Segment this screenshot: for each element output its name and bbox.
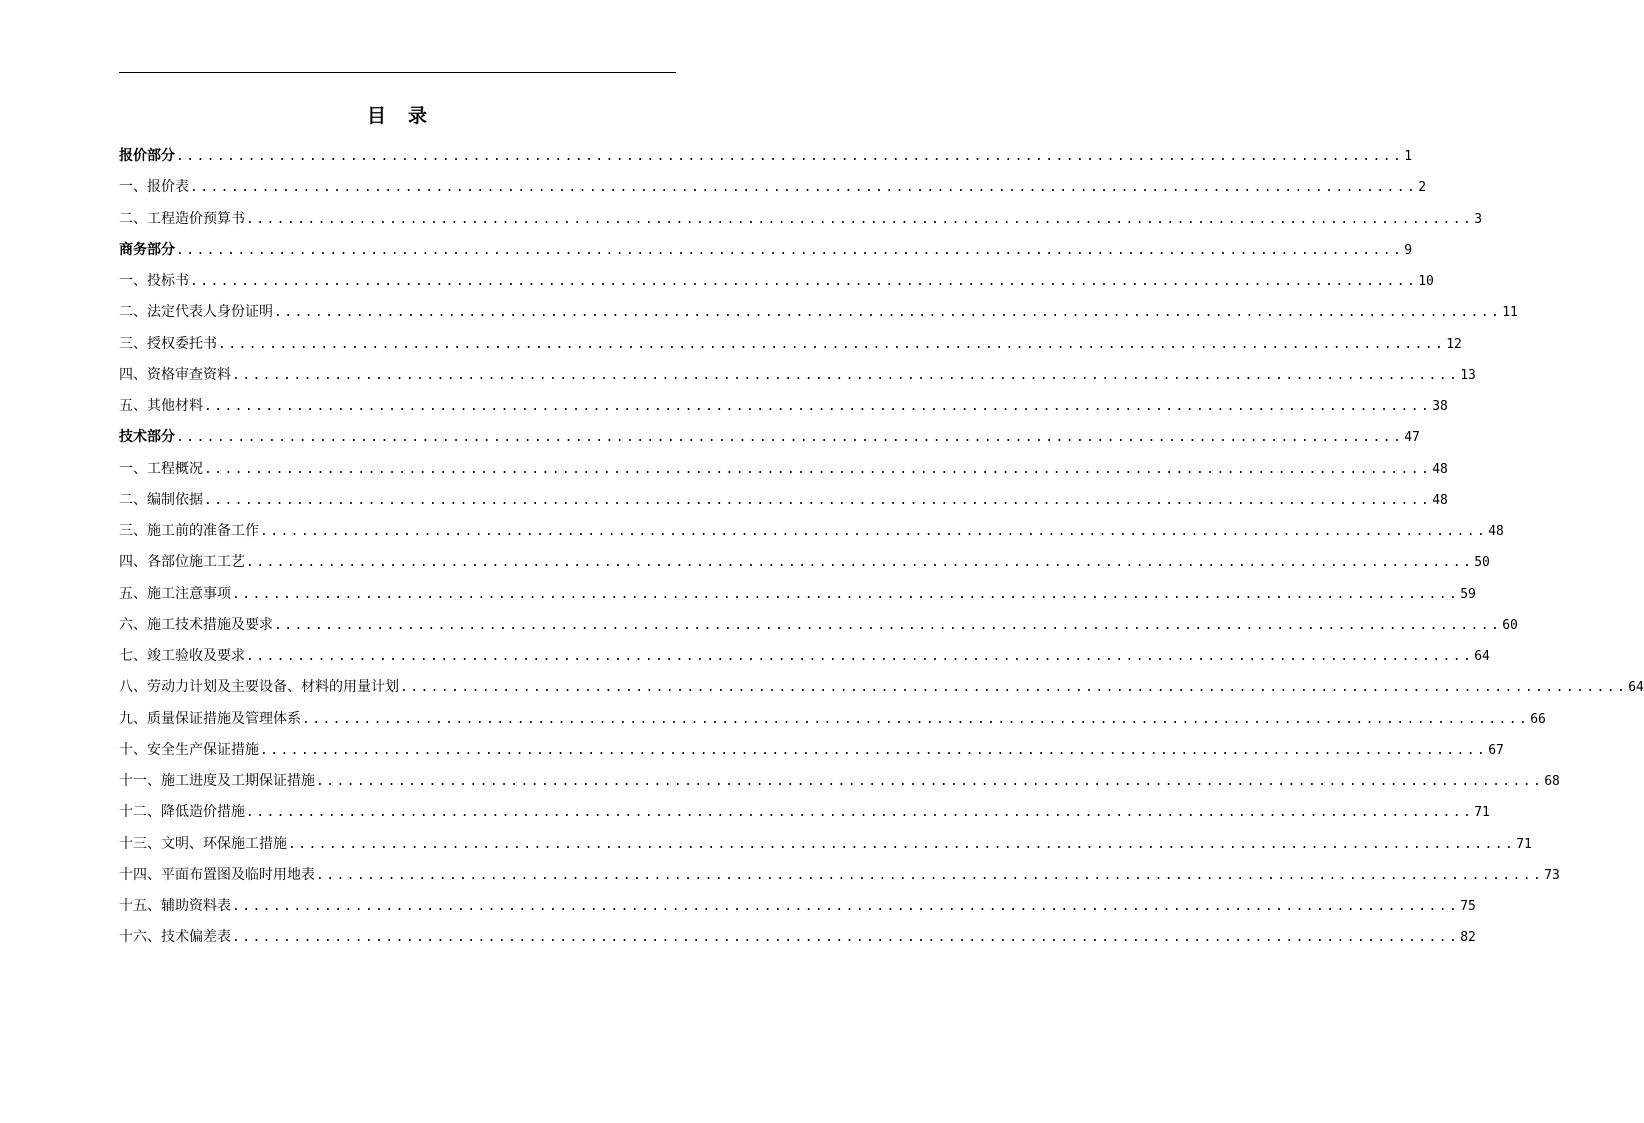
toc-entry-label: 十四、平面布置图及临时用地表 — [119, 866, 315, 883]
toc-entry[interactable] — [119, 891, 1476, 922]
toc-page-number: 67 — [1488, 742, 1504, 758]
toc-entry-label: 十一、施工进度及工期保证措施 — [119, 773, 315, 789]
page-title — [0, 104, 794, 128]
toc-entry[interactable] — [119, 672, 1644, 703]
toc-page-number: 10 — [1418, 274, 1434, 289]
dot-leader: ........................................................................................................................ — [176, 242, 1404, 258]
toc-entry-label: 十二、降低造价措施 — [119, 804, 245, 821]
toc-entry[interactable] — [119, 579, 1476, 610]
dot-leader: ........................................................................................................................ — [176, 149, 1404, 164]
toc-entry[interactable] — [119, 641, 1490, 672]
toc-entry-label: 四、资格审查资料 — [119, 366, 231, 383]
toc-entry[interactable] — [119, 297, 1518, 328]
dot-leader: ........................................................................................................................ — [316, 774, 1544, 789]
toc-entry-label: 二、编制依据 — [119, 491, 203, 508]
toc-page-number: 66 — [1530, 711, 1546, 727]
toc-page-number: 38 — [1432, 399, 1448, 414]
toc-entry[interactable] — [119, 360, 1476, 391]
toc-entry-label: 二、工程造价预算书 — [119, 210, 245, 227]
header-rule — [119, 72, 676, 73]
toc-entry-label: 三、施工前的准备工作 — [119, 523, 259, 539]
dot-leader: ........................................................................................................................ — [176, 430, 1404, 446]
toc-page-number: 71 — [1516, 836, 1532, 852]
toc-page-number: 48 — [1432, 492, 1448, 508]
dot-leader: ........................................................................................................................ — [246, 649, 1474, 664]
toc-page-number: 64 — [1628, 680, 1644, 696]
dot-leader: ........................................................................................................................ — [232, 899, 1460, 914]
toc-section-entry[interactable] — [119, 141, 1413, 172]
toc-entry-label: 三、授权委托书 — [119, 335, 217, 352]
toc-entry[interactable] — [119, 860, 1560, 891]
toc-section-entry[interactable] — [119, 235, 1413, 266]
toc-entry-label: 九、质量保证措施及管理体系 — [119, 710, 301, 727]
toc-entry-label: 报价部分 — [119, 148, 175, 164]
dot-leader: ........................................................................................................................ — [260, 524, 1488, 539]
toc-entry-label: 商务部分 — [119, 241, 175, 258]
toc-page-number: 73 — [1544, 867, 1560, 883]
dot-leader: ........................................................................................................................ — [260, 742, 1488, 758]
toc-entry-label: 十五、辅助资料表 — [119, 898, 231, 914]
toc-entry-label: 六、施工技术措施及要求 — [119, 616, 273, 633]
toc-entry-label: 十六、技术偏差表 — [119, 929, 231, 946]
toc-page-number: 12 — [1446, 336, 1462, 352]
toc-entry[interactable] — [119, 766, 1560, 797]
toc-page-number: 68 — [1544, 774, 1560, 789]
toc-entry-label: 技术部分 — [119, 429, 175, 446]
toc-entry[interactable] — [119, 485, 1448, 516]
toc-entry[interactable] — [119, 610, 1518, 641]
toc-entry[interactable] — [119, 829, 1532, 860]
toc-page-number: 60 — [1502, 617, 1518, 633]
toc-page-number: 48 — [1432, 461, 1448, 477]
toc-section-entry[interactable] — [119, 422, 1420, 453]
toc-page-number: 3 — [1474, 211, 1483, 227]
toc-entry[interactable] — [119, 704, 1546, 735]
toc-entry[interactable] — [119, 391, 1448, 422]
toc-entry[interactable] — [119, 516, 1504, 547]
toc-page-number: 59 — [1460, 586, 1476, 602]
dot-leader: ........................................................................................................................ — [190, 180, 1418, 196]
toc-entry-label: 七、竣工验收及要求 — [119, 648, 245, 664]
toc-entry-label: 十、安全生产保证措施 — [119, 741, 259, 758]
page-title-char: 目 — [366, 105, 386, 127]
table-of-contents — [119, 141, 1644, 954]
toc-entry-label: 八、劳动力计划及主要设备、材料的用量计划 — [119, 679, 399, 696]
toc-entry-label: 五、施工注意事项 — [119, 585, 231, 602]
toc-entry[interactable] — [119, 735, 1504, 766]
toc-page-number: 75 — [1460, 899, 1476, 914]
toc-page-number: 82 — [1460, 930, 1476, 946]
dot-leader: ........................................................................................................................ — [246, 211, 1474, 227]
toc-entry-label: 十三、文明、环保施工措施 — [119, 835, 287, 852]
toc-entry-label: 一、报价表 — [119, 179, 189, 196]
toc-entry[interactable] — [119, 454, 1448, 485]
dot-leader: ........................................................................................................................ — [288, 836, 1516, 852]
dot-leader: ........................................................................................................................ — [204, 461, 1432, 477]
page-title-char: 录 — [408, 105, 428, 127]
dot-leader: ........................................................................................................................ — [274, 617, 1502, 633]
toc-entry-label: 一、工程概况 — [119, 460, 203, 477]
dot-leader: ........................................................................................................................ — [274, 305, 1502, 321]
toc-entry[interactable] — [119, 797, 1490, 828]
toc-page-number: 48 — [1488, 524, 1504, 539]
toc-page-number: 11 — [1502, 305, 1518, 321]
dot-leader: ........................................................................................................................ — [204, 399, 1432, 414]
toc-page-number: 50 — [1474, 555, 1490, 571]
toc-entry[interactable] — [119, 547, 1490, 578]
toc-entry-label: 一、投标书 — [119, 273, 189, 289]
dot-leader: ........................................................................................................................ — [204, 492, 1432, 508]
toc-page-number: 71 — [1474, 805, 1490, 821]
toc-entry[interactable] — [119, 329, 1462, 360]
dot-leader: ........................................................................................................................ — [232, 930, 1460, 946]
toc-entry[interactable] — [119, 266, 1434, 297]
dot-leader: ........................................................................................................................ — [218, 336, 1446, 352]
toc-entry-label: 五、其他材料 — [119, 398, 203, 414]
toc-page-number: 1 — [1404, 149, 1413, 164]
toc-page-number: 64 — [1474, 649, 1490, 664]
toc-page-number: 47 — [1404, 430, 1420, 446]
toc-page-number: 9 — [1404, 242, 1413, 258]
dot-leader: ........................................................................................................................ — [246, 555, 1474, 571]
dot-leader: ........................................................................................................................ — [232, 367, 1460, 383]
toc-entry-label: 二、法定代表人身份证明 — [119, 304, 273, 321]
dot-leader: ........................................................................................................................ — [190, 274, 1418, 289]
dot-leader: ........................................................................................................................ — [400, 680, 1628, 696]
toc-entry-label: 四、各部位施工工艺 — [119, 554, 245, 571]
toc-entry[interactable] — [119, 922, 1476, 953]
toc-entry[interactable] — [119, 172, 1427, 203]
toc-page-number: 2 — [1418, 180, 1427, 196]
toc-entry[interactable] — [119, 204, 1483, 235]
toc-page-number: 13 — [1460, 367, 1476, 383]
dot-leader: ........................................................................................................................ — [316, 867, 1544, 883]
dot-leader: ........................................................................................................................ — [246, 805, 1474, 821]
dot-leader: ........................................................................................................................ — [232, 586, 1460, 602]
dot-leader: ........................................................................................................................ — [302, 711, 1530, 727]
